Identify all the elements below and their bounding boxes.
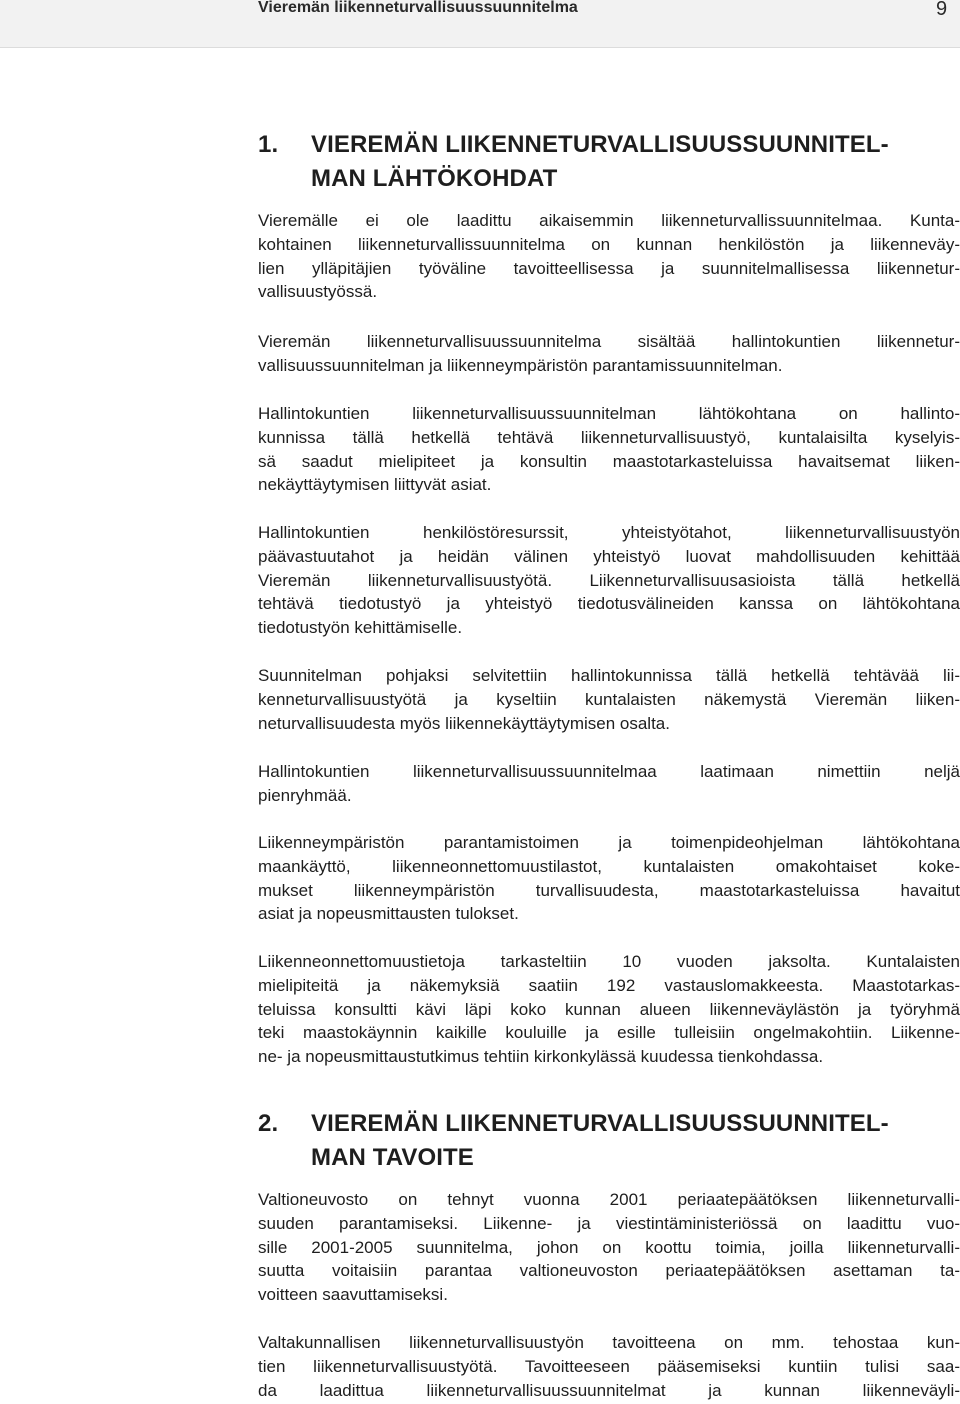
running-header-title: Vieremän liikenneturvallisuussuunnitelma (258, 0, 578, 16)
text-line: sille 2001-2005 suunnitelma, johon on koottu toimia, joilla liikenneturvalli- (258, 1237, 960, 1257)
text-line: mukset liikenneympäristön turvallisuudesta, maastotarkasteluissa havaitut (258, 880, 960, 900)
page-header (0, 0, 960, 48)
text-line: pienryhmää. (258, 785, 352, 805)
paragraph (258, 950, 960, 1069)
text-line: Hallintokuntien liikenneturvallisuussuunnitelmaa laatimaan nimettiin neljä (258, 762, 960, 781)
text-line: Vieremälle ei ole laadittu aikaisemmin liikenneturvallissuunnitelmaa. Kunta- (258, 211, 960, 230)
text-line: mielipiteitä ja näkemyksiä saatiin 192 vastauslomakkeesta. Maastotarkas- (258, 975, 960, 995)
paragraph (258, 1331, 960, 1402)
text-line: suutta voitaisiin parantaa valtioneuvoston periaatepäätöksen asettaman ta- (258, 1261, 960, 1281)
text-line: lien ylläpitäjien työväline tavoitteellisessa ja suunnitelmallisessa liikennetur- (258, 258, 960, 278)
text-line: Vieremän liikenneturvallisuustyötä. Liikenneturvallisuusasioista tällä hetkellä (258, 570, 960, 590)
text-line: kohtainen liikenneturvallissuunnitelma on kunnan henkilöstön ja liikenneväy- (258, 234, 960, 254)
text-line: tien liikenneturvallisuustyötä. Tavoitteeseen pääsemiseksi kuntiin tulisi saa- (258, 1356, 960, 1376)
heading-line: MAN TAVOITE (311, 1144, 474, 1171)
heading-line: VIEREMÄN LIIKENNETURVALLISUUSSUUNNITEL- (311, 1110, 889, 1137)
text-line: Valtakunnallisen liikenneturvallisuustyön tavoitteena on mm. tehostaa kun- (258, 1333, 960, 1352)
text-line: neturvallisuudesta myös liikennekäyttäytymisen osalta. (258, 713, 670, 733)
text-line: voitteen saavuttamiseksi. (258, 1285, 448, 1305)
text-line: asiat ja nopeusmittausten tulokset. (258, 904, 519, 924)
text-line: kenneturvallisuustyötä ja kyseltiin kuntalaisten näkemystä Vieremän liiken- (258, 689, 960, 709)
text-line: Liikenneonnettomuustietoja tarkasteltiin 10 vuoden jaksolta. Kuntalaisten (258, 952, 960, 971)
text-line: vallisuustyössä. (258, 282, 378, 302)
section-1-heading (258, 128, 960, 196)
heading-line: VIEREMÄN LIIKENNETURVALLISUUSSUUNNITEL- (311, 131, 889, 158)
text-line: Hallintokuntien liikenneturvallisuussuunnitelman lähtökohtana on hallinto- (258, 404, 960, 423)
text-line: suuden parantamiseksi. Liikenne- ja viestintäministeriössä on laadittu vuo- (258, 1213, 960, 1233)
text-line: sä saadut mielipiteet ja konsultin maastotarkasteluissa havaitsemat liiken- (258, 451, 960, 471)
paragraph (258, 209, 960, 304)
text-line: Suunnitelman pohjaksi selvitettiin hallintokunnissa tällä hetkellä tehtävää lii- (258, 666, 960, 685)
text-line: Liikenneympäristön parantamistoimen ja toimenpideohjelman lähtökohtana (258, 833, 960, 852)
text-line: Vieremän liikenneturvallisuussuunnitelma sisältää hallintokuntien liikennetur- (258, 332, 960, 351)
paragraph (258, 664, 960, 735)
paragraph (258, 831, 960, 926)
text-line: tehtävä tiedotustyö ja yhteistyö tiedotusvälineiden kanssa on lähtökohtana (258, 594, 960, 614)
paragraph (258, 330, 960, 378)
section-1-number: 1. (258, 131, 279, 158)
text-line: teki maastokäynnin kaikille kouluille ja esille tulleisiin ongelmakohtiin. Liikenne- (258, 1023, 960, 1043)
text-line: päävastuutahot ja heidän välinen yhteistyö luovat mahdollisuuden kehittää (258, 546, 960, 566)
text-line: ne- ja nopeusmittaustutkimus tehtiin kirkonkylässä kuudessa tienkohdassa. (258, 1047, 824, 1067)
section-2-number: 2. (258, 1110, 279, 1137)
text-line: teluissa konsultti kävi läpi koko kunnan alueen liikenneväylästön ja työryhmä (258, 999, 960, 1019)
heading-line: MAN LÄHTÖKOHDAT (311, 165, 558, 192)
paragraph (258, 760, 960, 808)
text-line: vallisuussuunnitelman ja liikenneympäristön parantamissuunnitelman. (258, 355, 783, 375)
text-line: Valtioneuvosto on tehnyt vuonna 2001 periaatepäätöksen liikenneturvalli- (258, 1190, 960, 1209)
text-line: nekäyttäytymisen liittyvät asiat. (258, 475, 492, 495)
paragraph (258, 521, 960, 640)
text-line: da laadittua liikenneturvallisuussuunnitelmat ja kunnan liikenneväyli- (258, 1380, 960, 1400)
text-line: maankäyttö, liikenneonnettomuustilastot, kuntalaisten omakohtaiset koke- (258, 856, 960, 876)
text-line: Hallintokuntien henkilöstöresurssit, yhteistyötahot, liikenneturvallisuustyön (258, 523, 960, 542)
paragraph (258, 402, 960, 497)
section-2-heading (258, 1107, 960, 1175)
text-line: kunnissa tällä hetkellä tehtävä liikenneturvallisuustyö, kuntalaisilta kyselyis- (258, 427, 960, 447)
paragraph (258, 1188, 960, 1307)
text-line: tiedotustyön kehittämiselle. (258, 618, 463, 638)
page-number: 9 (936, 0, 948, 20)
